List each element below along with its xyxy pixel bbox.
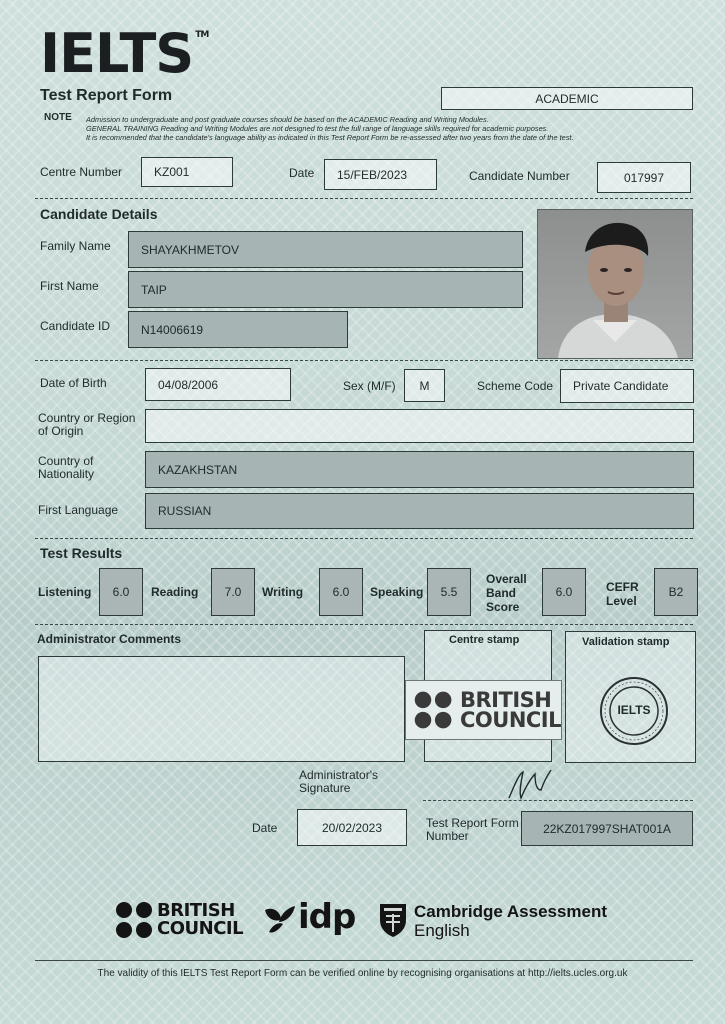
country-origin-label-line: Country or Region bbox=[38, 411, 136, 425]
ielts-logo bbox=[40, 22, 208, 85]
stamp-bc-line: COUNCIL bbox=[460, 708, 561, 732]
sex-label: Sex (M/F) bbox=[343, 379, 396, 393]
cefr-label bbox=[606, 580, 639, 608]
cambridge-text bbox=[414, 902, 607, 940]
family-name-field: SHAYAKHMETOV bbox=[128, 231, 523, 268]
signature-label bbox=[299, 769, 378, 795]
speaking-label: Speaking bbox=[370, 585, 424, 599]
centre-number-label: Centre Number bbox=[40, 165, 123, 179]
note-text bbox=[86, 115, 574, 142]
logo-tm: TM bbox=[195, 30, 209, 40]
divider bbox=[35, 198, 693, 199]
note-label: NOTE bbox=[44, 112, 72, 123]
idp-leaf-icon bbox=[263, 902, 297, 936]
british-council-dots-icon bbox=[412, 688, 456, 732]
signature-label-line: Signature bbox=[299, 781, 351, 795]
admin-date-field: 20/02/2023 bbox=[297, 809, 407, 846]
listening-score: 6.0 bbox=[99, 568, 143, 616]
trf-label-line: Number bbox=[426, 829, 469, 843]
first-name-field: TAIP bbox=[128, 271, 523, 308]
cambridge-line: Cambridge Assessment bbox=[414, 902, 608, 921]
admin-comments-label: Administrator Comments bbox=[37, 632, 182, 646]
overall-label-line: Band bbox=[486, 586, 516, 600]
footer-divider bbox=[35, 960, 693, 961]
footer-bc-line: COUNCIL bbox=[157, 918, 244, 939]
date-label: Date bbox=[289, 166, 315, 180]
country-origin-field bbox=[145, 409, 694, 443]
writing-label: Writing bbox=[262, 585, 304, 599]
cefr-label-line: CEFR bbox=[606, 580, 639, 594]
speaking-score: 5.5 bbox=[427, 568, 471, 616]
centre-stamp-label: Centre stamp bbox=[449, 634, 520, 646]
nationality-label-line: Nationality bbox=[38, 467, 95, 481]
dob-field: 04/08/2006 bbox=[145, 368, 291, 401]
reading-label: Reading bbox=[151, 585, 199, 599]
footer-bc-line: BRITISH bbox=[157, 900, 235, 921]
admin-comments-box bbox=[38, 656, 405, 762]
candidate-number-field: 017997 bbox=[597, 162, 691, 193]
candidate-id-label: Candidate ID bbox=[40, 319, 111, 333]
first-language-field: RUSSIAN bbox=[145, 493, 694, 529]
footer-british-council-icon bbox=[115, 901, 153, 939]
cefr-label-line: Level bbox=[606, 594, 637, 608]
reading-score: 7.0 bbox=[211, 568, 255, 616]
country-origin-label-line: of Origin bbox=[38, 424, 84, 438]
overall-label-line: Overall bbox=[486, 572, 527, 586]
british-council-stamp bbox=[405, 680, 562, 740]
cambridge-line: English bbox=[414, 921, 470, 940]
module-box: ACADEMIC bbox=[441, 87, 693, 110]
cambridge-shield-icon bbox=[378, 902, 408, 938]
stamp-bc-text bbox=[460, 690, 561, 730]
validation-seal bbox=[599, 676, 669, 746]
note-line: Admission to undergraduate and post graduate courses should be based on the ACADEMIC Reading and Writing Modules. bbox=[86, 115, 489, 124]
trf-number-label bbox=[426, 817, 519, 843]
candidate-number-label: Candidate Number bbox=[469, 169, 570, 183]
trf-number-field: 22KZ017997SHAT001A bbox=[521, 811, 693, 846]
date-field: 15/FEB/2023 bbox=[324, 159, 437, 190]
candidate-details-title: Candidate Details bbox=[40, 206, 158, 222]
country-origin-label bbox=[38, 412, 135, 438]
sex-field: M bbox=[404, 369, 445, 402]
writing-score: 6.0 bbox=[319, 568, 363, 616]
divider bbox=[35, 360, 693, 361]
overall-score: 6.0 bbox=[542, 568, 586, 616]
footer-logos bbox=[0, 896, 725, 946]
divider bbox=[35, 538, 693, 539]
seal-text: IELTS bbox=[617, 703, 651, 717]
validation-stamp-label: Validation stamp bbox=[582, 636, 670, 648]
signature-mark bbox=[505, 764, 555, 804]
admin-date-label: Date bbox=[252, 821, 278, 835]
dob-label: Date of Birth bbox=[40, 376, 107, 390]
logo-text: IELTS bbox=[40, 22, 194, 85]
test-results-title: Test Results bbox=[40, 545, 123, 561]
cefr-score: B2 bbox=[654, 568, 698, 616]
candidate-photo bbox=[537, 209, 693, 359]
footer-bc-text bbox=[157, 902, 243, 938]
overall-label bbox=[486, 572, 527, 614]
scheme-code-field: Private Candidate bbox=[560, 369, 694, 403]
trf-label-line: Test Report Form bbox=[426, 816, 519, 830]
nationality-field: KAZAKHSTAN bbox=[145, 451, 694, 488]
signature-label-line: Administrator's bbox=[299, 768, 378, 782]
nationality-label bbox=[38, 455, 94, 481]
candidate-id-field: N14006619 bbox=[128, 311, 348, 348]
candidate-portrait bbox=[538, 210, 692, 358]
idp-text: idp bbox=[298, 897, 356, 937]
centre-number-field: KZ001 bbox=[141, 157, 233, 187]
family-name-label: Family Name bbox=[40, 239, 111, 253]
divider bbox=[35, 624, 693, 625]
note-line: It is recommended that the candidate's language ability as indicated in this Test Report Form be re-assessed after two years from the date of the test. bbox=[86, 133, 574, 142]
overall-label-line: Score bbox=[486, 600, 520, 614]
note-line: GENERAL TRAINING Reading and Writing Modules are not designed to test the full range of language skills required for academic purposes. bbox=[86, 124, 549, 133]
first-name-label: First Name bbox=[40, 279, 99, 293]
first-language-label: First Language bbox=[38, 503, 119, 517]
stamp-bc-line: BRITISH bbox=[460, 688, 552, 712]
signature-line bbox=[423, 800, 693, 801]
scheme-code-label: Scheme Code bbox=[477, 379, 554, 393]
nationality-label-line: Country of bbox=[38, 454, 94, 468]
page-title: Test Report Form bbox=[40, 87, 173, 104]
validity-note: The validity of this IELTS Test Report Form can be verified online by recognising organisations at http://ielts.ucles.org.uk bbox=[97, 968, 628, 979]
listening-label: Listening bbox=[38, 585, 92, 599]
